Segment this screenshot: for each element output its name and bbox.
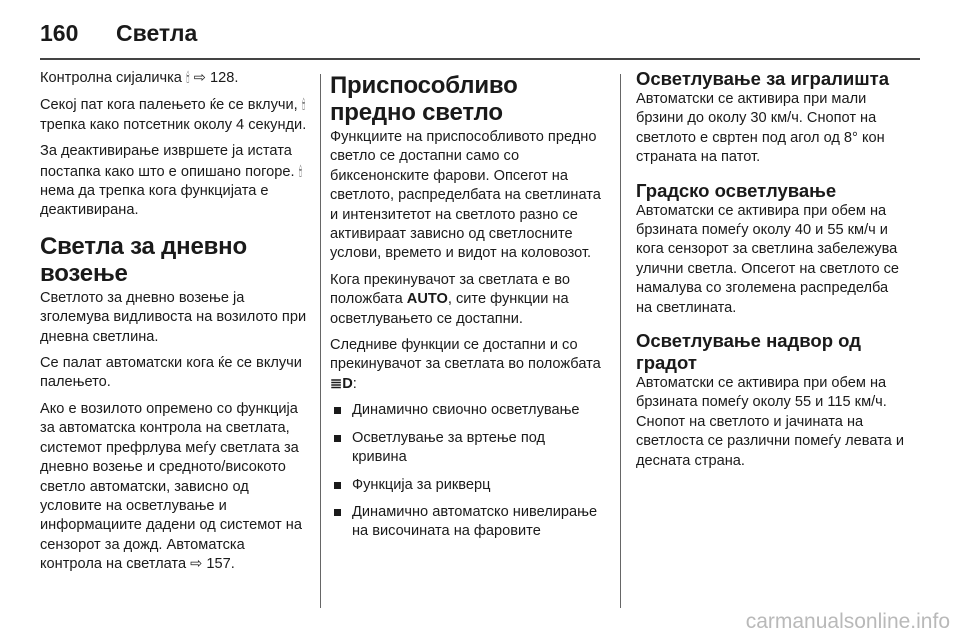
paragraph: Функциите на приспособливото предно светло се достапни само со биксенонските фарови. Опсегот на светлото, распределбата на светлината и интензитетот на светлото разно се активираат зависно од светлосните услови, времето и видот на коловозот. (330, 129, 601, 262)
indicator-lamp-icon: 🕯 (298, 163, 303, 179)
paragraph: Светлото за дневно возење ја зголемува видливоста на возилото при дневна светлина. (40, 289, 307, 345)
list-item: Динамично автоматско нивелирање на височината на фаровите (330, 503, 602, 542)
column-divider-1 (320, 74, 321, 608)
page-number: 160 (40, 20, 79, 46)
page-header (40, 14, 920, 58)
watermark: carmanualsonline.info (745, 610, 950, 633)
bullet-icon (334, 509, 341, 516)
subheading-country-lighting: Осветлување надвор од градот (636, 330, 861, 374)
low-beam-icon: ≣D (330, 375, 353, 392)
paragraph: Следниве функции се достапни и со прекинувачот за светлата во положбата ≣D: (330, 337, 601, 392)
column-2 (330, 62, 602, 550)
paragraph: Секој пат кога палењето ќе се вклучи, 🕯 трепка како потсетник околу 4 секунди. (40, 97, 307, 133)
page-reference[interactable]: 128. (210, 70, 239, 86)
function-list (330, 401, 602, 541)
ref-arrow-icon: ⇨ (189, 70, 211, 86)
subheading-playground-lighting: Осветлување за игралишта (636, 68, 890, 89)
chapter-title: Светла (116, 20, 198, 46)
paragraph: Автоматски се активира при обем на брзината помеѓу околу 55 и 115 км/ч. Снопот на светлото и јачината на светлоста се различни помеѓу левата и десната страна. (636, 375, 904, 469)
section-heading-adaptive-light: Приспособливо предно светло (330, 72, 518, 126)
paragraph: За деактивирање извршете ја истата постапка како што е опишано погоре. 🕯 нема да трепка кога функцијата е деактивирана. (40, 143, 303, 219)
paragraph: Се палат автоматски кога ќе се вклучи палењето. (40, 355, 302, 391)
section-heading-daytime-lights: Светла за дневно возење (40, 232, 247, 287)
list-item: Функција за рикверц (330, 476, 602, 495)
column-3 (636, 62, 908, 473)
paragraph: Автоматски се активира при обем на брзината помеѓу околу 40 и 55 км/ч и кога сензорот за светлина забележува улични светла. Опсегот на светлото се намалува со зголемена распределба на светлината. (636, 202, 900, 316)
paragraph: Контролна сијаличка 🕯 ⇨ 128. (40, 70, 239, 86)
header-rule (40, 58, 920, 60)
bullet-icon (334, 435, 341, 442)
page-reference[interactable]: 157. (202, 556, 235, 573)
paragraph: Автоматски се активира при мали брзини до околу 30 км/ч. Снопот на светлото е свртен под агол од 8° кон страната на патот. (636, 91, 885, 166)
bullet-icon (334, 482, 341, 489)
column-1 (40, 62, 310, 582)
indicator-lamp-icon: 🕯 (185, 70, 190, 85)
ref-arrow-icon: ⇨ (190, 556, 203, 573)
auto-label: AUTO (406, 291, 448, 308)
indicator-lamp-icon: 🕯 (301, 97, 306, 113)
subheading-city-lighting: Градско осветлување (636, 179, 837, 201)
column-divider-2 (620, 74, 621, 608)
bullet-icon (334, 407, 341, 414)
paragraph: Кога прекинувачот за светлата е во положбата AUTO, сите функции на осветлувањето се достапни. (330, 271, 570, 327)
list-item: Осветлување за вртење под кривина (330, 429, 602, 468)
paragraph: Ако е возилото опремено со функција за автоматска контрола на светлата, системот префрлува меѓу светлата за дневно возење и средното/високото светло автоматски, зависно од условите на осветлување и информациите дадени од системот на сензорот за дожд. Автоматска контрола на светлата ⇨ 157. (40, 400, 302, 573)
list-item: Динамично свиочно осветлување (330, 401, 602, 420)
